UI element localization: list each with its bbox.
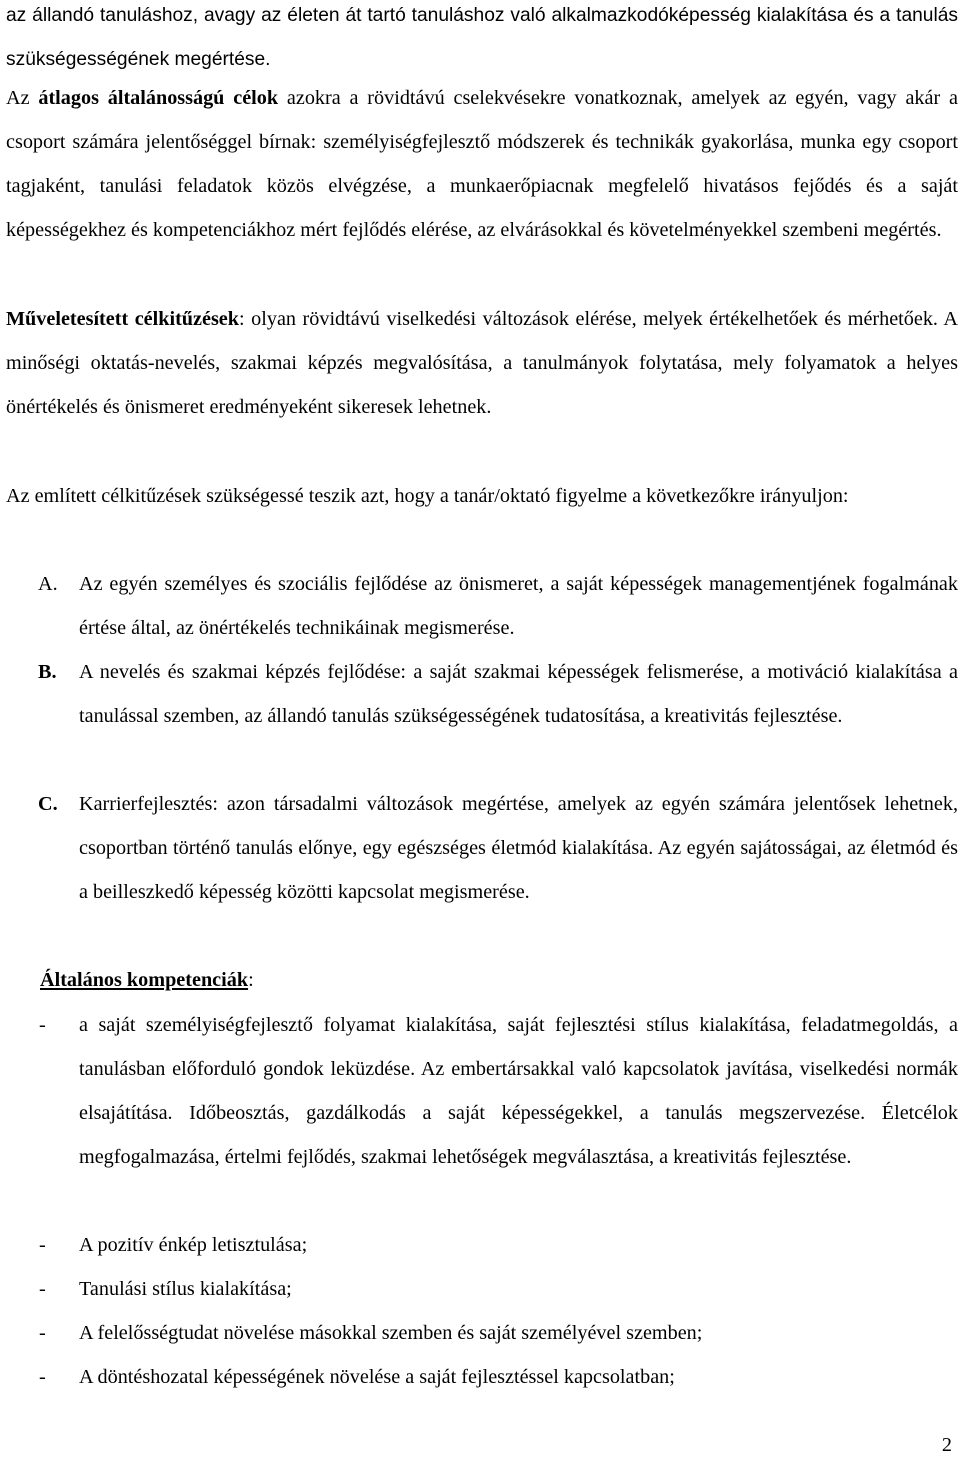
paragraph-average-goals <box>6 76 958 252</box>
item-text: A nevelés és szakmai képzés fejlődése: a saját szakmai képességek felismerése, a motiváció kialakítása a tanulással szemben, az állandó tanulás szükségességének tudatosítása, a kreativitás fejlesztése. <box>79 661 958 727</box>
paragraph-text: azokra a rövidtávú cselekvésekre vonatkoznak, amelyek az egyén, vagy akár a csoport számára jelentőséggel bírnak: személyiségfejlesztő módszerek és technikák gyakorlása, munka egy csoport tagjaként, tanulási feladatok közös elvégzése, a munkaerőpiacnak megfelelő hivatásos fejődés és a saját képességekhez és kompetenciákhoz mért fejlődés elérése, az elvárásokkal és követelményekkel szembeni megértés. <box>6 87 958 241</box>
item-marker: C. <box>38 793 58 815</box>
paragraph-text: az állandó tanuláshoz, avagy az életen át tartó tanuláshoz való alkalmazkodóképesség kialakítása és a tanulás szükségességének megértése. <box>6 5 958 70</box>
heading-competencies: Általános kompetenciák <box>40 969 249 991</box>
dash-marker: - <box>39 1366 46 1388</box>
lettered-item-c <box>6 782 958 914</box>
paragraph-lifelong-learning <box>6 0 958 82</box>
page-number: 2 <box>941 1434 952 1456</box>
competency-item <box>6 1311 958 1355</box>
lettered-item-b <box>6 650 958 738</box>
item-text: A felelősségtudat növelése másokkal szemben és saját személyével szemben; <box>79 1322 703 1344</box>
heading-colon: : <box>248 969 254 991</box>
competency-item <box>6 1355 958 1399</box>
dash-marker: - <box>39 1278 46 1300</box>
paragraph-text: : olyan rövidtávú viselkedési változások elérése, melyek értékelhetőek és mérhetőek. A minőségi oktatás-nevelés, szakmai képzés megvalósítása, a tanulmányok folytatása, mely folyamatok a helyes önértékelés és önismeret eredményeként sikeresek lehetnek. <box>6 308 958 418</box>
lettered-item-a <box>6 562 958 650</box>
term-operational-goals: Műveletesített célkitűzések <box>6 308 239 330</box>
dash-marker: - <box>39 1234 46 1256</box>
item-marker: B. <box>38 661 57 683</box>
paragraph-prefix: Az <box>6 87 39 109</box>
item-text: a saját személyiségfejlesztő folyamat kialakítása, saját fejlesztési stílus kialakítása, feladatmegoldás, a tanulásban előforduló gondok leküzdése. Az embertársakkal való kapcsolatok javítása, viselkedési normák elsajátítása. Időbeosztás, gazdálkodás a saját képességekkel, a tanulás megszervezése. Életcélok megfogalmazása, értelmi fejlődés, szakmai lehetőségek megválasztása, a kreativitás fejlesztése. <box>79 1014 958 1168</box>
item-text: A döntéshozatal képességének növelése a saját fejlesztéssel kapcsolatban; <box>79 1366 675 1388</box>
competency-item <box>6 1267 958 1311</box>
dash-marker: - <box>39 1322 46 1344</box>
competency-item <box>6 1003 958 1179</box>
dash-marker: - <box>39 1014 46 1036</box>
term-average-goals: átlagos általánosságú célok <box>38 87 279 109</box>
item-text: A pozitív énkép letisztulása; <box>79 1234 308 1256</box>
item-text: Tanulási stílus kialakítása; <box>79 1278 292 1300</box>
item-text: Az egyén személyes és szociális fejlődése az önismeret, a saját képességek managementjének fogalmának értése által, az önértékelés technikáinak megismerése. <box>79 573 958 639</box>
paragraph-teacher-focus <box>6 474 958 518</box>
paragraph-text: Az említett célkitűzések szükségessé teszik azt, hogy a tanár/oktató figyelme a következőkre irányuljon: <box>6 485 849 507</box>
item-marker: A. <box>38 573 58 595</box>
competency-item <box>6 1223 958 1267</box>
item-text: Karrierfejlesztés: azon társadalmi változások megértése, amelyek az egyén számára jelentősek lehetnek, csoportban történő tanulás előnye, egy egészséges életmód kialakítása. Az egyén sajátosságai, az életmód és a beilleszkedő képesség közötti kapcsolat megismerése. <box>79 793 958 903</box>
section-heading <box>40 958 940 1002</box>
paragraph-operational-goals <box>6 297 958 429</box>
